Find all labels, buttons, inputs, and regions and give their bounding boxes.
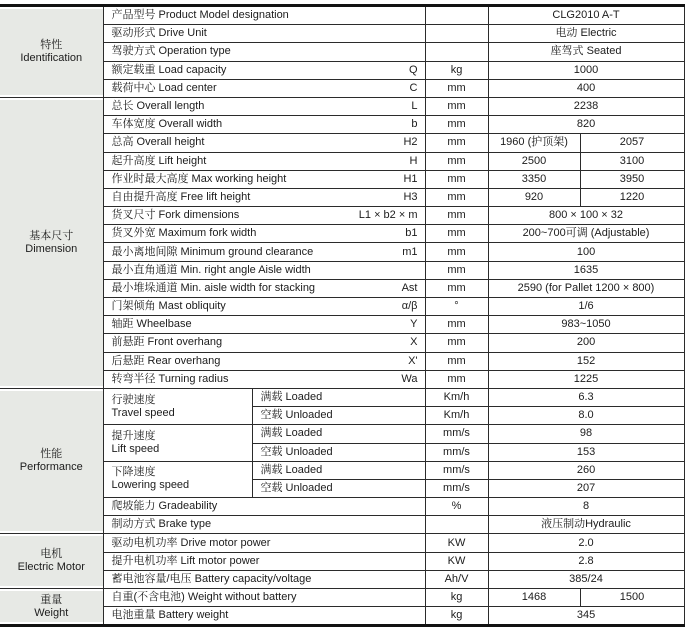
- section-cell-dimension: [0, 97, 103, 388]
- param-name: 额定载重 Load capacity: [111, 63, 227, 76]
- param-cell: [103, 261, 425, 279]
- unit-cell: mm/s: [425, 479, 488, 497]
- unit-cell: mm: [425, 134, 488, 152]
- unit-cell: [425, 516, 488, 534]
- param-cell: [103, 25, 425, 43]
- section-label: [0, 536, 103, 586]
- unit-cell: mm: [425, 188, 488, 206]
- value-cell-mast1: 1960 (护顶架): [488, 134, 580, 152]
- param-symbol: X: [410, 336, 418, 349]
- spec-row: [0, 388, 684, 406]
- param-cell: [103, 79, 425, 97]
- param-cell: [103, 352, 425, 370]
- unit-cell: kg: [425, 607, 488, 626]
- param-cell: [103, 43, 425, 61]
- param-cell: [103, 97, 425, 115]
- param-symbol: L: [411, 100, 418, 113]
- param-name: 驱动形式 Drive Unit: [111, 27, 207, 40]
- section-label-en: Weight: [34, 606, 69, 619]
- unit-cell: mm: [425, 97, 488, 115]
- param-cell: [103, 279, 425, 297]
- param-name: 最小直角通道 Min. right angle Aisle width: [111, 263, 311, 276]
- value-cell: 1/6: [488, 298, 684, 316]
- param-cell: [103, 334, 425, 352]
- value-cell: 6.3: [488, 388, 684, 406]
- load-state-cell: 空载 Unloaded: [252, 407, 425, 425]
- param-cell: [103, 589, 425, 607]
- param-name: 车体宽度 Overall width: [111, 118, 223, 131]
- value-cell-mast2: 3100: [580, 152, 684, 170]
- param-cell: [103, 170, 425, 188]
- value-cell: CLG2010 A-T: [488, 6, 684, 25]
- section-label-en: Electric Motor: [17, 561, 85, 574]
- param-group-cell: [103, 388, 252, 424]
- unit-cell: mm: [425, 370, 488, 388]
- value-cell-mast2: 3950: [580, 170, 684, 188]
- param-name: 作业时最大高度 Max working height: [111, 172, 287, 185]
- section-cell-electric-motor: [0, 534, 103, 589]
- unit-cell: mm: [425, 316, 488, 334]
- value-cell: 152: [488, 352, 684, 370]
- value-cell-mast2: 1220: [580, 188, 684, 206]
- unit-cell: mm: [425, 207, 488, 225]
- param-symbol: Y: [410, 318, 418, 331]
- spec-row: [0, 534, 684, 552]
- unit-cell: mm/s: [425, 443, 488, 461]
- param-name: 蓄电池容量/电压 Battery capacity/voltage: [111, 572, 312, 585]
- section-label-en: Performance: [19, 461, 83, 474]
- section-label: [0, 9, 103, 95]
- param-symbol: Ast: [401, 281, 418, 294]
- param-name: 总高 Overall height: [111, 136, 205, 149]
- param-cell: [103, 116, 425, 134]
- param-name: 自由提升高度 Free lift height: [111, 190, 251, 203]
- param-cell: [103, 6, 425, 25]
- value-cell-mast1: 1468: [488, 589, 580, 607]
- param-group-cn: 行驶速度: [111, 393, 156, 406]
- section-label-en: Dimension: [25, 242, 78, 255]
- param-name: 轴距 Wheelbase: [111, 318, 192, 331]
- param-group-cn: 下降速度: [111, 466, 156, 479]
- value-cell-mast2: 2057: [580, 134, 684, 152]
- value-cell: 200: [488, 334, 684, 352]
- unit-cell: kg: [425, 61, 488, 79]
- value-cell: 2.8: [488, 552, 684, 570]
- param-cell: [103, 225, 425, 243]
- value-cell-mast1: 920: [488, 188, 580, 206]
- param-cell: [103, 516, 425, 534]
- param-cell: [103, 207, 425, 225]
- param-name: 总长 Overall length: [111, 100, 205, 113]
- value-cell: 液压制动Hydraulic: [488, 516, 684, 534]
- param-name: 货叉外宽 Maximum fork width: [111, 227, 257, 240]
- param-symbol: H1: [403, 172, 418, 185]
- spec-row: [0, 6, 684, 25]
- section-label: [0, 100, 103, 386]
- value-cell: 8: [488, 498, 684, 516]
- section-label-cn: 电机: [40, 548, 63, 561]
- param-cell: [103, 498, 425, 516]
- value-cell: 1225: [488, 370, 684, 388]
- unit-cell: KW: [425, 534, 488, 552]
- param-name: 驾驶方式 Operation type: [111, 45, 231, 58]
- unit-cell: [425, 43, 488, 61]
- value-cell: 345: [488, 607, 684, 626]
- section-label-cn: 特性: [40, 38, 63, 51]
- param-cell: [103, 243, 425, 261]
- param-name: 最小离地间隙 Minimum ground clearance: [111, 245, 314, 258]
- value-cell: 座驾式 Seated: [488, 43, 684, 61]
- param-name: 最小堆垛通道 Min. aisle width for stacking: [111, 281, 316, 294]
- value-cell: 8.0: [488, 407, 684, 425]
- section-cell-weight: [0, 589, 103, 626]
- param-symbol: H3: [403, 190, 418, 203]
- param-symbol: b: [411, 118, 418, 131]
- unit-cell: mm: [425, 152, 488, 170]
- param-name: 电池重量 Battery weight: [111, 609, 229, 622]
- param-cell: [103, 607, 425, 626]
- spec-row: [0, 97, 684, 115]
- value-cell: 1635: [488, 261, 684, 279]
- value-cell: 100: [488, 243, 684, 261]
- load-state-cell: 空载 Unloaded: [252, 479, 425, 497]
- param-symbol: X': [408, 354, 418, 367]
- section-cell-identification: [0, 6, 103, 98]
- param-name: 制动方式 Brake type: [111, 518, 212, 531]
- param-symbol: b1: [405, 227, 418, 240]
- value-cell: 983~1050: [488, 316, 684, 334]
- value-cell: 385/24: [488, 570, 684, 588]
- param-cell: [103, 188, 425, 206]
- value-cell: 2238: [488, 97, 684, 115]
- unit-cell: mm: [425, 116, 488, 134]
- unit-cell: KW: [425, 552, 488, 570]
- section-label-cn: 重量: [40, 593, 63, 606]
- value-cell-mast1: 3350: [488, 170, 580, 188]
- unit-cell: mm/s: [425, 425, 488, 443]
- param-symbol: H2: [403, 136, 418, 149]
- unit-cell: mm: [425, 170, 488, 188]
- spec-table: [0, 4, 685, 627]
- section-label: [0, 391, 103, 532]
- unit-cell: mm: [425, 261, 488, 279]
- param-name: 后悬距 Rear overhang: [111, 354, 221, 367]
- param-symbol: m1: [402, 245, 418, 258]
- param-symbol: H: [409, 154, 418, 167]
- value-cell: 2.0: [488, 534, 684, 552]
- unit-cell: [425, 6, 488, 25]
- param-name: 自重(不含电池) Weight without battery: [111, 591, 297, 604]
- param-group-cn: 提升速度: [111, 430, 156, 442]
- param-name: 起升高度 Lift height: [111, 154, 207, 167]
- unit-cell: mm/s: [425, 461, 488, 479]
- param-cell: [103, 316, 425, 334]
- param-name: 前悬距 Front overhang: [111, 336, 223, 349]
- param-symbol: α/β: [401, 300, 418, 313]
- param-symbol: Wa: [401, 372, 418, 385]
- value-cell: 电动 Electric: [488, 25, 684, 43]
- value-cell: 98: [488, 425, 684, 443]
- param-group-en: Travel speed: [111, 406, 175, 419]
- param-name: 驱动电机功率 Drive motor power: [111, 536, 271, 549]
- spec-row: [0, 589, 684, 607]
- value-cell: 200~700可调 (Adjustable): [488, 225, 684, 243]
- param-cell: [103, 570, 425, 588]
- load-state-cell: 空载 Unloaded: [252, 443, 425, 461]
- load-state-cell: 满载 Loaded: [252, 425, 425, 443]
- value-cell: 820: [488, 116, 684, 134]
- param-name: 提升电机功率 Lift motor power: [111, 554, 260, 567]
- unit-cell: Km/h: [425, 407, 488, 425]
- param-symbol: Q: [408, 63, 418, 76]
- value-cell: 400: [488, 79, 684, 97]
- unit-cell: °: [425, 298, 488, 316]
- param-cell: [103, 298, 425, 316]
- param-name: 货叉尺寸 Fork dimensions: [111, 209, 240, 222]
- param-group-en: Lowering speed: [111, 479, 190, 492]
- value-cell: 800 × 100 × 32: [488, 207, 684, 225]
- unit-cell: mm: [425, 225, 488, 243]
- value-cell: 153: [488, 443, 684, 461]
- param-group-en: Lift speed: [111, 443, 160, 455]
- value-cell-mast1: 2500: [488, 152, 580, 170]
- unit-cell: mm: [425, 79, 488, 97]
- value-cell: 2590 (for Pallet 1200 × 800): [488, 279, 684, 297]
- param-name: 载荷中心 Load center: [111, 81, 217, 94]
- param-group-cell: [103, 461, 252, 497]
- load-state-cell: 满载 Loaded: [252, 461, 425, 479]
- param-cell: [103, 61, 425, 79]
- param-name: 转弯半径 Turning radius: [111, 372, 229, 385]
- unit-cell: mm: [425, 243, 488, 261]
- param-cell: [103, 152, 425, 170]
- value-cell: 207: [488, 479, 684, 497]
- value-cell-mast2: 1500: [580, 589, 684, 607]
- load-state-cell: 满载 Loaded: [252, 388, 425, 406]
- section-cell-performance: [0, 388, 103, 534]
- section-label: [0, 591, 103, 622]
- unit-cell: mm: [425, 279, 488, 297]
- unit-cell: kg: [425, 589, 488, 607]
- param-symbol: C: [409, 81, 418, 94]
- section-label-cn: 基本尺寸: [29, 229, 74, 242]
- section-label-cn: 性能: [40, 448, 63, 461]
- param-symbol: L1 × b2 × m: [358, 209, 418, 222]
- unit-cell: Km/h: [425, 388, 488, 406]
- unit-cell: mm: [425, 334, 488, 352]
- value-cell: 260: [488, 461, 684, 479]
- unit-cell: [425, 25, 488, 43]
- value-cell: 1000: [488, 61, 684, 79]
- param-cell: [103, 370, 425, 388]
- unit-cell: %: [425, 498, 488, 516]
- unit-cell: mm: [425, 352, 488, 370]
- param-name: 爬坡能力 Gradeability: [111, 500, 218, 513]
- param-cell: [103, 552, 425, 570]
- unit-cell: Ah/V: [425, 570, 488, 588]
- param-cell: [103, 534, 425, 552]
- param-name: 门架倾角 Mast obliquity: [111, 300, 226, 313]
- param-name: 产品型号 Product Model designation: [111, 9, 289, 22]
- param-group-cell: [103, 425, 252, 461]
- param-cell: [103, 134, 425, 152]
- section-label-en: Identification: [20, 51, 83, 64]
